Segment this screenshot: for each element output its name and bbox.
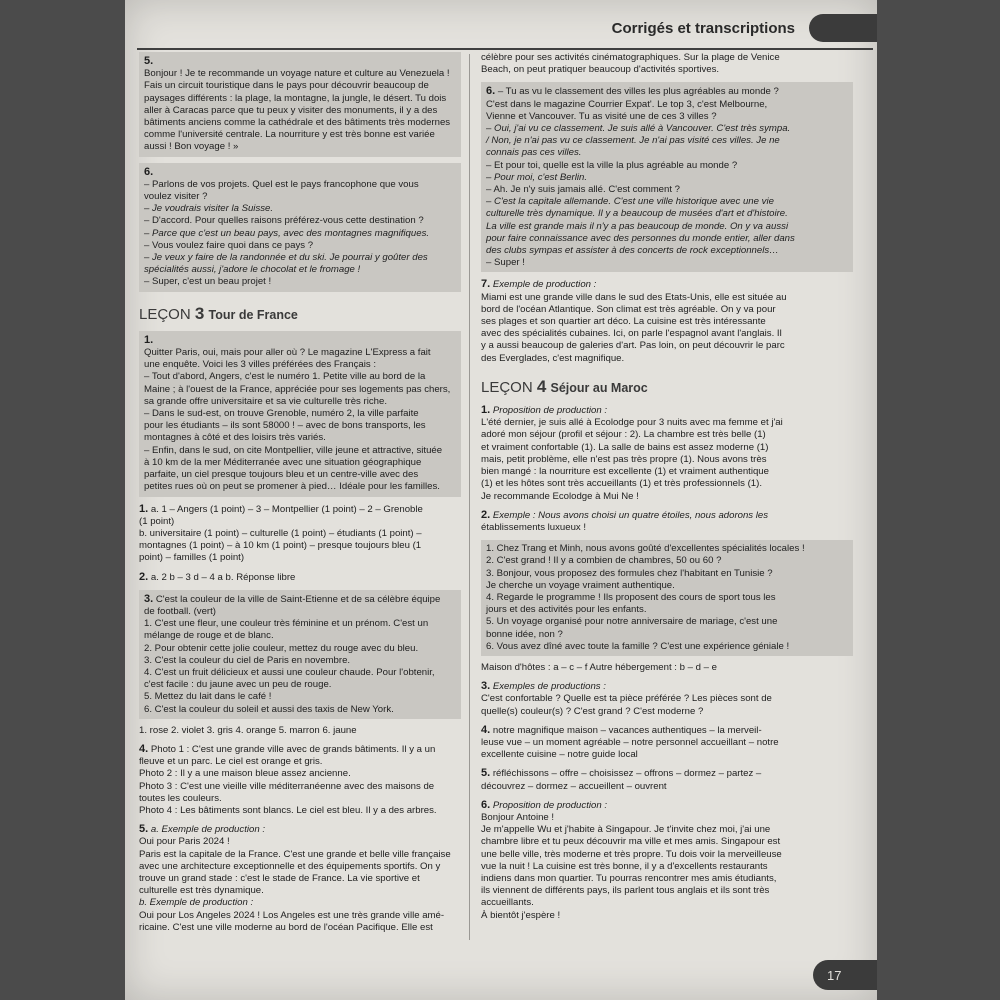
text-line: montagnes (1 point) – à 10 km (1 point) – presque toujours bleu (1 (139, 540, 422, 552)
text-line: Je recommande Ecolodge à Mui Ne ! (481, 490, 639, 502)
text-line: culturelle très dynamique. Il y a beaucoup de musées d'art et d'histoire. (486, 208, 788, 220)
exercise-number: 3. (481, 680, 491, 693)
text-line: Je cherche un voyage vraiment authentique. (486, 579, 675, 591)
text-line: avec des spécialités cubaines. Ici, on parle l'espagnol avant l'anglais. Il (481, 328, 782, 340)
exercise-number: 6. (486, 85, 496, 98)
text-line: – Oui, j'ai vu ce classement. Je suis allé à Vancouver. C'est très sympa. (486, 123, 791, 135)
lesson-word: LEÇON (139, 305, 191, 323)
text-line: Exemple de production : (492, 279, 597, 291)
text-line: indiens dans mon quartier. Tu pourras rencontrer mes amis étudiants, (481, 872, 777, 884)
text-line: découvrez – dormez – accueillent – ouvrent (481, 780, 667, 792)
lesson-4-answer-6 (481, 799, 853, 922)
text-line: Bonjour ! Je te recommande un voyage nature et culture au Venezuela ! (144, 68, 450, 80)
text-line: bord de l'océan Atlantique. Son climat est très agréable. On y va pour (481, 303, 776, 315)
text-line: Exemples de productions : (492, 681, 606, 693)
text-line: Photo 3 : C'est une vieille ville méditerranéenne avec des maisons de (139, 780, 435, 792)
exercise-7-production (481, 278, 853, 364)
text-line: 5. Mettez du lait dans le café ! (144, 691, 272, 703)
text-line: Maine ; à l'ouest de la France, appréciée pour ses logements pas chers, (144, 383, 451, 395)
text-line: ils viennent de différents pays, ils parlent tous anglais et ils sont très (481, 885, 770, 897)
text-line: bien mangé : la nourriture est excellente (1) et vraiment authentique (481, 466, 769, 478)
text-line: – Super, c'est un beau projet ! (144, 276, 272, 288)
text-line: 5. Un voyage organisé pour notre anniversaire de mariage, c'est une (486, 616, 778, 628)
text-line: voulez visiter ? (144, 191, 208, 203)
text-line: pour faire connaissance avec des personnes du monde entier, aller dans (486, 232, 795, 244)
text-line: Je m'appelle Wu et j'habite à Singapour. Je t'invite chez moi, j'ai une (481, 824, 771, 836)
lesson-4-maison-answer (481, 662, 853, 674)
text-line: 4. Regarde le programme ! Ils proposent des cours de sport tous les (486, 591, 776, 603)
lesson-4-answer-5 (481, 767, 853, 792)
lesson-3-exercise-1-transcript (139, 331, 461, 497)
text-line: spécialités aussi, j'adore le chocolat et le fromage ! (144, 264, 361, 276)
lesson-3-heading (139, 303, 461, 323)
text-line: sa grande offre universitaire et sa vie culturelle très riche. (144, 395, 387, 407)
text-line: Photo 1 : C'est une grande ville avec de grands bâtiments. Il y a un (150, 743, 436, 755)
exercise-number: 7. (481, 278, 491, 291)
lesson-title: Tour de France (208, 307, 298, 322)
text-line: parfaite, un ciel presque toujours bleu et un centre-ville avec des (144, 469, 419, 481)
lesson-3-answer-3 (139, 725, 461, 737)
text-line: Paris est la capitale de la France. C'est une grande et belle ville française (139, 848, 451, 860)
text-line: 2. C'est grand ! Il y a combien de chambres, 50 ou 60 ? (486, 555, 722, 567)
text-line: notre magnifique maison – vacances authentiques – la merveil- (492, 724, 762, 736)
text-line: – C'est la capitale allemande. C'est une ville historique avec une vie (486, 196, 774, 208)
exercise-number: 1. (144, 333, 154, 346)
text-line: 4. C'est un fruit délicieux et aussi une couleur chaude. Pour l'obtenir, (144, 666, 435, 678)
text-line: paysages différents : la plage, la montagne, la jungle, le désert. Tu dois (144, 92, 447, 104)
text-line: y a aussi beaucoup de galeries d'art. Pas loin, on peut découvrir le parc (481, 340, 785, 352)
text-line: bonne idée, non ? (486, 628, 563, 640)
text-line: – Et pour toi, quelle est la ville la plus agréable au monde ? (486, 159, 738, 171)
text-line: (1 point) (139, 515, 175, 527)
text-line: mais, petit problème, elle n'est pas très propre (1). Nous avons très (481, 453, 767, 465)
lesson-3-answer-2 (139, 571, 461, 584)
exercise-number: 5. (139, 823, 149, 836)
exercise-number: 5. (144, 55, 154, 67)
lesson-4-answer-2 (481, 509, 853, 534)
text-line: La ville est grande mais il n'y a pas beaucoup de monde. On y va aussi (486, 220, 789, 232)
continuation-text (481, 52, 853, 76)
textbook-page (125, 0, 877, 1000)
text-line: – Ah. Je n'y suis jamais allé. C'est comment ? (486, 184, 681, 196)
text-line: – Parce que c'est un beau pays, avec des montagnes magnifiques. (144, 227, 430, 239)
exercise-number: 2. (481, 508, 491, 521)
column-divider (469, 54, 470, 940)
exercise-number: 3. (144, 592, 154, 605)
header-title: Corrigés et transcriptions (611, 19, 795, 37)
text-line: à 10 km de la mer Méditerranée avec une situation géographique (144, 456, 422, 468)
lesson-4-answer-4 (481, 724, 853, 762)
text-line: – Enfin, dans le sud, on cite Montpellier, ville jeune et attractive, située (144, 444, 443, 456)
text-line: ses plages et son quartier art déco. La cuisine est très intéressante (481, 316, 766, 328)
text-line: jours et des activités pour les enfants. (486, 604, 647, 616)
text-line: établissements luxueux ! (481, 521, 587, 533)
text-line: chambre libre et tu peux découvrir ma ville et mes amis. Singapour est (481, 836, 781, 848)
text-line: comme l'université centrale. La nourriture y est très bonne est variée (144, 129, 435, 141)
page-header (612, 14, 877, 42)
text-line: b. Exemple de production : (139, 897, 254, 909)
text-line: quelle(s) couleur(s) ? C'est grand ? C'est moderne ? (481, 705, 704, 717)
text-line: une enquête. Voici les 3 villes préférées des Français : (144, 359, 376, 371)
text-line: – Vous voulez faire quoi dans ce pays ? (144, 239, 314, 251)
exercise-number: 4. (481, 723, 491, 736)
text-line: – Dans le sud-est, on trouve Grenoble, numéro 2, la ville parfaite (144, 408, 419, 420)
text-line: – Je voudrais visiter la Suisse. (144, 203, 274, 215)
text-line: Proposition de production : (492, 799, 607, 811)
text-line: 3. Bonjour, vous proposez des formules chez l'habitant en Tunisie ? (486, 567, 773, 579)
text-line: excellente cuisine – notre guide local (481, 749, 638, 761)
text-line: bâtiments anciens comme la cathédrale et des bâtiments très modernes (144, 117, 451, 129)
text-line: Maison d'hôtes : a – c – f Autre hébergement : b – d – e (481, 661, 717, 673)
text-line: C'est la couleur de la ville de Saint-Etienne et de sa célèbre équipe (155, 593, 441, 605)
text-line: accueillants. (481, 897, 534, 909)
text-line: Oui pour Los Angeles 2024 ! Los Angeles est une très grande ville amé- (139, 909, 445, 921)
exercise-number: 1. (139, 502, 149, 515)
text-line: Photo 4 : Les bâtiments sont blancs. Le ciel est bleu. Il y a des arbres. (139, 804, 437, 816)
text-line: b. universitaire (1 point) – culturelle (1 point) – étudiants (1 point) – (139, 527, 422, 539)
text-line: Photo 2 : Il y a une maison bleue assez ancienne. (139, 768, 351, 780)
text-line: des clubs sympas et assister à des concerts de rock exceptionnels… (486, 245, 779, 257)
text-line: Fais un circuit touristique dans le pays pour découvrir beaucoup de (144, 80, 429, 92)
exercise-number: 5. (481, 767, 491, 780)
text-line: À bientôt j'espère ! (481, 909, 561, 921)
text-line: (1) et les hôtes sont très accueillants (1) et très professionnels (1). (481, 478, 763, 490)
lesson-title: Séjour au Maroc (550, 380, 648, 395)
text-line: Quitter Paris, oui, mais pour aller où ? Le magazine L'Express a fait (144, 347, 431, 359)
text-line: – Super ! (486, 257, 525, 269)
exercise-6-dialogue-ranking (481, 82, 853, 272)
text-line: avec une architecture exceptionnelle et des équipements sportifs. On y (139, 860, 441, 872)
lesson-word: LEÇON (481, 378, 533, 396)
text-line: – Pour moi, c'est Berlin. (486, 171, 588, 183)
lesson-number: 3 (194, 303, 205, 323)
text-line: 3. C'est la couleur du ciel de Paris en novembre. (144, 654, 351, 666)
text-line: de football. (vert) (144, 605, 216, 617)
text-line: a. 1 – Angers (1 point) – 3 – Montpellier (1 point) – 2 – Grenoble (150, 503, 423, 515)
lesson-4-answer-1 (481, 404, 853, 503)
text-line: – Je veux y faire de la randonnée et du ski. Je pourrai y goûter des (144, 252, 428, 264)
text-line: adoré mon séjour (profil et séjour : 2). La chambre est très belle (1) (481, 429, 766, 441)
lesson-3-answer-1 (139, 503, 461, 565)
lesson-3-answer-5 (139, 823, 461, 934)
text-line: petites rues où on peut se promener à pied… Idéale pour les familles. (144, 481, 440, 493)
header-tab-decoration (809, 14, 877, 42)
text-line: et vraiment confortable (1). La salle de bains est assez moderne (1) (481, 441, 769, 453)
exercise-number: 4. (139, 742, 149, 755)
text-line: culturelle est très dynamique. (139, 885, 264, 897)
text-line: montagnes à côté et des loisirs très variés. (144, 432, 326, 444)
text-line: 6. C'est la couleur du soleil et aussi des taxis de New York. (144, 703, 394, 715)
text-line: Oui pour Paris 2024 ! (139, 836, 230, 848)
text-line: Vienne et Vancouver. Tu as visité une de ces 3 villes ? (486, 110, 717, 122)
page-number-tab (813, 960, 877, 990)
exercise-number: 6. (481, 798, 491, 811)
text-line: a. Exemple de production : (150, 824, 265, 836)
header-rule (137, 48, 873, 50)
text-line: toutes les couleurs. (139, 792, 222, 804)
text-line: point) – familles (1 point) (139, 552, 245, 564)
text-line: vue la nuit ! La cuisine est très bonne, il y a d'excellents restaurants (481, 860, 768, 872)
text-line: réfléchissons – offre – choisissez – offrons – dormez – partez – (492, 768, 762, 780)
text-line: / Non, je n'ai pas vu ce classement. Je n'ai pas visité ces villes. Je ne (486, 135, 780, 147)
exercise-6-dialogue (139, 163, 461, 292)
text-line: Bonjour Antoine ! (481, 811, 555, 823)
text-line: a. 2 b – 3 d – 4 a b. Réponse libre (150, 571, 296, 583)
text-line: Exemple : Nous avons choisi un quatre étoiles, nous adorons les (492, 509, 769, 521)
exercise-number: 2. (139, 570, 149, 583)
text-line: – Tu as vu le classement des villes les plus agréables au monde ? (497, 86, 779, 98)
text-line: trouve un grand stade : c'est le stade de France. La vie sportive et (139, 872, 420, 884)
text-line: – Parlons de vos projets. Quel est le pays francophone que vous (144, 178, 419, 190)
right-column (481, 52, 853, 990)
exercise-number: 6. (144, 165, 154, 178)
exercise-5-transcript (139, 52, 461, 157)
text-line: L'été dernier, je suis allé à Ecolodge pour 3 nuits avec ma femme et j'ai (481, 417, 783, 429)
text-line: pour les étudiants – ils sont 58000 ! – avec de bons transports, les (144, 420, 426, 432)
page-number: 17 (827, 967, 842, 983)
text-line: – D'accord. Pour quelles raisons préférez-vous cette destination ? (144, 215, 424, 227)
text-line: C'est dans le magazine Courrier Expat'. Le top 3, c'est Melbourne, (486, 98, 768, 110)
text-line: 1. C'est une fleur, une couleur très féminine et un prénom. C'est un (144, 618, 429, 630)
lesson-4-answer-3 (481, 680, 853, 718)
text-line: leuse vue – un moment agréable – notre personnel accueillant – notre (481, 736, 779, 748)
text-line: des Everglades, c'est magnifique. (481, 352, 625, 364)
text-line: aller à Caracas parce que tu peux y visiter des monuments, il y a des (144, 104, 438, 116)
text-line: fleuve et un parc. Le ciel est orange et gris. (139, 756, 323, 768)
left-column (139, 52, 461, 990)
lesson-4-heading (481, 376, 853, 396)
text-line: c'est facile : du jaune avec un peu de rouge. (144, 679, 332, 691)
text-line: Beach, on peut pratiquer beaucoup d'activités sportives. (481, 64, 720, 76)
lesson-4-transcript-box (481, 540, 853, 656)
text-line: 1. rose 2. violet 3. gris 4. orange 5. marron 6. jaune (139, 724, 357, 736)
lesson-number: 4 (536, 376, 547, 396)
text-line: aussi ! Bon voyage ! » (144, 141, 239, 153)
text-line: Proposition de production : (492, 405, 607, 417)
lesson-3-answer-4 (139, 743, 461, 817)
text-line: 2. Pour obtenir cette jolie couleur, mettez du rouge avec du bleu. (144, 642, 419, 654)
text-line: une belle ville, très moderne et très propre. Tu dois voir la merveilleuse (481, 848, 782, 860)
text-line: C'est confortable ? Quelle est ta pièce préférée ? Les pièces sont de (481, 693, 772, 705)
lesson-3-exercise-3-transcript (139, 590, 461, 719)
text-line: – Tout d'abord, Angers, c'est le numéro 1. Petite ville au bord de la (144, 371, 426, 383)
text-line: mélange de rouge et de blanc. (144, 630, 274, 642)
text-line: 6. Vous avez dîné avec toute la famille ? C'est une expérience géniale ! (486, 640, 790, 652)
text-line: connais pas ces villes. (486, 147, 582, 159)
text-line: ricaine. C'est une ville moderne au bord de l'océan Pacifique. Elle est (139, 921, 433, 933)
text-line: Miami est une grande ville dans le sud des Etats-Unis, elle est située au (481, 291, 787, 303)
text-line: 1. Chez Trang et Minh, nous avons goûté d'excellentes spécialités locales ! (486, 543, 805, 555)
text-line: célèbre pour ses activités cinématographiques. Sur la plage de Venice (481, 52, 780, 63)
exercise-number: 1. (481, 404, 491, 417)
